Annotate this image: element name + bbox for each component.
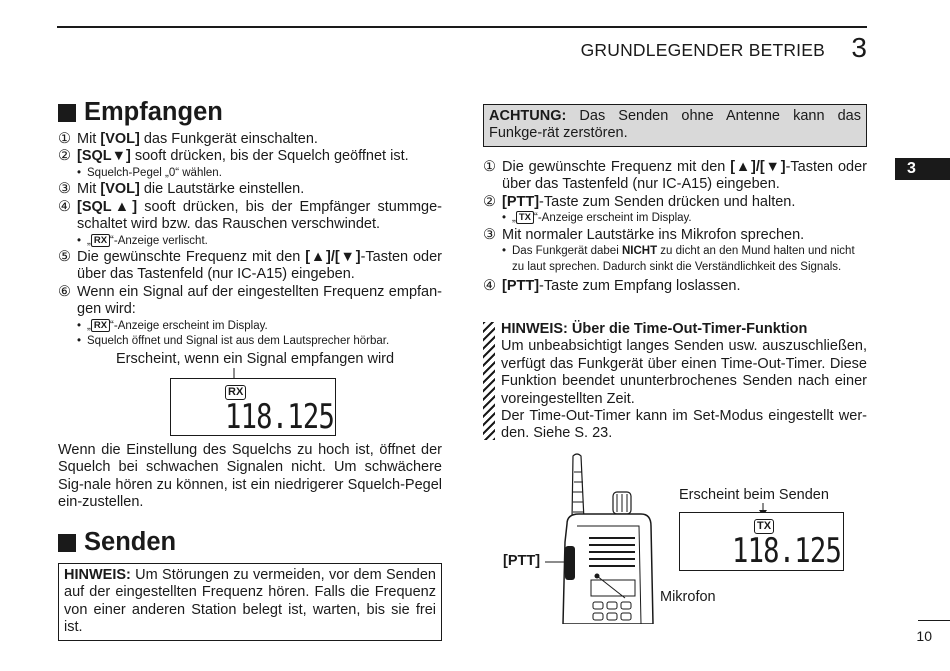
lcd-frequency: 118.125: [225, 397, 335, 437]
chapter-number: 3: [851, 32, 867, 63]
list-item: [58, 181, 442, 198]
header-rule: [57, 26, 867, 28]
step-number: ③: [58, 181, 71, 198]
step-number: ④: [58, 198, 71, 215]
list-item: [58, 199, 442, 234]
sub-item: • Squelch öffnet und Signal ist aus dem Lautsprecher hörbar.: [77, 335, 390, 348]
step-number: ②: [58, 148, 71, 165]
step-number: ①: [483, 159, 496, 175]
list-item: [58, 249, 442, 284]
step-text: Mit: [77, 181, 101, 198]
sub-item: • „ RX “-Anzeige verlischt.: [77, 234, 208, 247]
step-text: -Tasten oder über das Tastenfeld (nur IC-A15) eingeben.: [502, 159, 867, 193]
step-key: [VOL]: [100, 131, 140, 147]
radio-illustration: [545, 452, 660, 624]
tx-display-caption: Erscheint beim Senden: [679, 487, 829, 503]
list-item: [483, 194, 867, 211]
senden-note-box: [58, 563, 442, 641]
sub-text: Squelch-Pegel „0“ wählen.: [87, 166, 222, 179]
header-title: GRUNDLEGENDER BETRIEB: [580, 40, 825, 60]
caution-text: Das Senden ohne Antenne kann das Funkge-rät zerstören.: [489, 108, 861, 142]
tx-indicator-icon: TX: [516, 211, 534, 224]
sub-text: “-Anzeige verlischt.: [110, 234, 208, 247]
rx-indicator-icon: RX: [91, 234, 110, 247]
tot-note-text-2: Der Time-Out-Timer kann im Set-Modus eingestellt wer-den. Siehe S. 23.: [501, 408, 867, 442]
step-key: [PTT]: [502, 278, 540, 295]
step-text: sooft drücken, bis der Squelch geöffnet ist.: [130, 148, 409, 165]
footer-rule: [918, 620, 950, 621]
sub-text-bold: NICHT: [621, 245, 658, 258]
step-text: Die gewünschte Frequenz mit den: [502, 159, 731, 175]
step-key: [SQL▼]: [77, 148, 131, 165]
sub-text: „: [87, 234, 91, 247]
note-label: HINWEIS:: [64, 567, 131, 583]
step-text: -Taste zum Senden drücken und halten.: [539, 193, 796, 210]
sub-text: “-Anzeige erscheint im Display.: [110, 319, 268, 332]
sub-text: Das Funkgerät dabei: [512, 245, 622, 258]
lcd-display-tx: [679, 512, 844, 571]
step-text: das Funkgerät einschalten.: [139, 131, 318, 147]
step-key: [▲]/[▼]: [305, 249, 361, 266]
sub-text: „: [87, 319, 91, 332]
note-hatch-bar: [483, 322, 495, 440]
tx-indicator-icon: TX: [754, 519, 774, 534]
tot-note: [501, 321, 867, 443]
section-title-text: Senden: [84, 528, 177, 556]
step-number: ③: [483, 226, 496, 243]
list-item: [58, 284, 442, 319]
step-number: ①: [58, 131, 71, 147]
sub-text: „: [512, 212, 516, 225]
section-title-senden: [58, 528, 176, 557]
rx-indicator-icon: RX: [225, 385, 246, 400]
list-item: [483, 278, 867, 295]
list-item: [483, 227, 867, 244]
list-item: [58, 148, 442, 165]
step-key: [▲]/[▼]: [730, 159, 786, 175]
step-number: ②: [483, 193, 496, 210]
mic-label: Mikrofon: [660, 589, 716, 605]
senden-steps: [483, 159, 867, 296]
ptt-label: [PTT]: [503, 553, 541, 569]
step-text: -Taste zum Empfang loslassen.: [539, 278, 741, 295]
list-item: [483, 159, 867, 194]
rx-display-caption: Erscheint, wenn ein Signal empfangen wird: [116, 351, 395, 367]
section-square-icon: [58, 104, 76, 122]
section-square-icon: [58, 534, 76, 552]
sub-text: “-Anzeige erscheint im Display.: [533, 212, 692, 225]
lcd-frequency: 118.125: [732, 531, 842, 571]
section-title-empfangen: [58, 98, 223, 127]
chapter-tab: 3: [895, 158, 950, 180]
squelch-paragraph: Wenn die Einstellung des Squelchs zu hoch ist, öffnet der Squelch bei schwachen Signalen nicht. Um schwächere Sig-nale hören zu können, ist ein niedrigerer Squelch-Pegel ein-zustellen.: [58, 442, 442, 511]
step-number: ⑥: [58, 283, 71, 300]
page-number: 10: [916, 628, 932, 644]
sub-text: zu dicht an den Mund halten und nicht zu laut sprechen. Dadurch sinkt die Verständlichkeit des Signals.: [512, 245, 855, 273]
step-text: die Lautstärke einstellen.: [139, 181, 305, 198]
step-number: ⑤: [58, 249, 71, 266]
list-item: [58, 131, 442, 148]
step-key: [SQL▲]: [77, 198, 138, 215]
step-text: -Tasten oder über das Tastenfeld (nur IC-A15) eingeben.: [77, 249, 442, 283]
rx-indicator-icon: RX: [91, 319, 110, 332]
tot-note-title: HINWEIS: Über die Time-Out-Timer-Funktion: [501, 321, 808, 337]
step-key: [PTT]: [502, 193, 540, 210]
step-key: [VOL]: [100, 181, 140, 198]
tot-note-text: Um unbeabsichtigt langes Senden usw. auszuschließen, verfügt das Funkgerät über einen Time-Out-Timer. Diese Funktion beendet ununterbrochenes Senden nach einer voreingestellten Zeit.: [501, 338, 867, 407]
sub-item: • Squelch-Pegel „0“ wählen.: [77, 166, 222, 179]
sub-item: • Das Funkgerät dabei NICHT zu dicht an den Mund halten und nicht zu laut sprechen. Dadurch sinkt die Verständlichkeit des Signals.: [502, 245, 855, 273]
lcd-display-rx: [170, 378, 336, 436]
step-text: Mit: [77, 131, 101, 147]
empfangen-steps: [58, 131, 442, 350]
sub-item: • „ RX “-Anzeige erscheint im Display.: [77, 319, 268, 332]
step-text: Wenn ein Signal auf der eingestellten Frequenz empfan-gen wird:: [77, 283, 442, 318]
sub-item: • „ TX “-Anzeige erscheint im Display.: [502, 212, 692, 225]
step-text: Die gewünschte Frequenz mit den: [77, 249, 306, 266]
step-text: Mit normaler Lautstärke ins Mikrofon sprechen.: [502, 226, 805, 243]
caution-box: [483, 104, 867, 147]
step-number: ④: [483, 278, 496, 295]
section-title-text: Empfangen: [84, 98, 223, 126]
note-text: Um Störungen zu vermeiden, vor dem Senden auf der eingestellten Frequenz hören. Falls die Frequenz von einer anderen Station belegt ist, warten, bis sie frei ist.: [64, 567, 436, 636]
caution-label: ACHTUNG:: [489, 108, 567, 124]
sub-text: Squelch öffnet und Signal ist aus dem Lautsprecher hörbar.: [87, 335, 390, 348]
step-text: sooft drücken, bis der Empfänger stummge-schaltet wird bzw. das Rauschen verschwindet.: [77, 198, 442, 233]
